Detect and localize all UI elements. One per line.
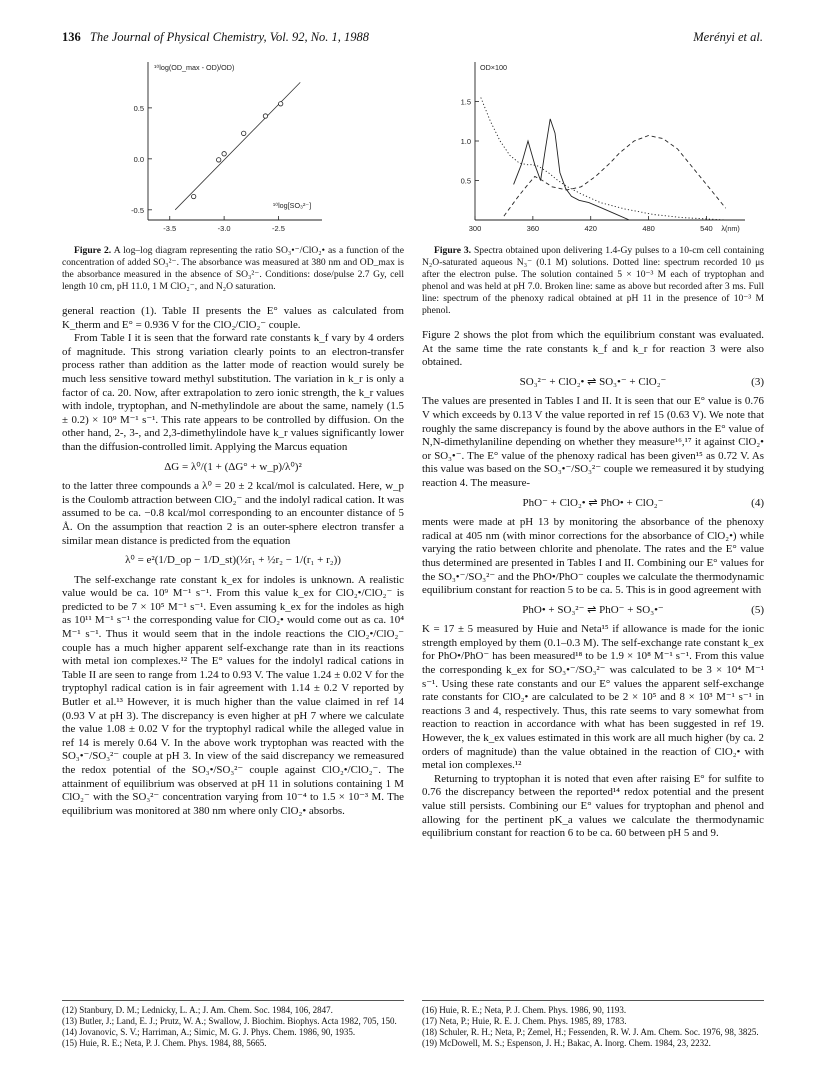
page-number: 136 — [62, 30, 81, 44]
equation-marcus: ΔG = λ⁰/(1 + (ΔG° + w_p)/λ⁰)² — [164, 460, 302, 473]
figure-3-plot — [445, 56, 765, 238]
x-tick-label: 540 — [700, 224, 713, 233]
equation-3: SO₃²⁻ + ClO₂• ⇌ SO₃•⁻ + ClO₂⁻ (3) — [519, 375, 764, 388]
x-axis-label: λ(nm) — [721, 224, 740, 233]
footnote: (12) Stanbury, D. M.; Lednicky, L. A.; J. Am. Chem. Soc. 1984, 106, 2847. — [62, 1005, 333, 1015]
x-tick-label: 360 — [526, 224, 540, 233]
footnotes-left — [62, 1005, 404, 1049]
x-tick-label: -2.5 — [272, 224, 285, 233]
y-tick-label: 1.5 — [460, 97, 471, 107]
figure-3 — [445, 56, 765, 238]
right-column — [422, 245, 764, 841]
series-dotted-line — [481, 98, 726, 221]
equation-lambda: λ⁰ = e²(1/D_op − 1/D_st)(½r₁ + ½r₂ − 1/(r₁ + r₂)) — [125, 554, 341, 567]
y-tick-label: 0.0 — [133, 154, 144, 164]
paragraph: ments were made at pH 13 by monitoring the absorbance of the phenoxy radical at 405 nm (with minor corrections for the absorbance of ClO₂•) while varying the ratio between chlorite and phenolate. The rates and the E° value thus determined are presented in Tables I and II. Combining our E° values for the SO₃•⁻/SO₃²⁻ and the PhO•/PhO⁻ couples we calculate the thermodynamic equilibrium constant for reaction 5 to be ca. 5. This is in good agreement with — [422, 516, 764, 597]
figure-3-caption: Figure 3. Spectra obtained upon delivering 1.4-Gy pulses to a 10-cm cell containing N₂O-saturated aqueous N₃⁻ (0.1 M) solutions. Dotted line: spectrum recorded 10 μs after the electron pulse. The solution contained 5 × 10⁻³ M each of tryptophan and phenol and was held at pH 7.0. Broken line: same as above but recorded after 3 ms. Full line: spectrum of the phenoxy radical obtained at pH 11 in the presence of 10⁻³ M phenol. — [422, 245, 764, 316]
figure-2-caption: Figure 2. A log–log diagram representing the ratio SO₃•⁻/ClO₂• as a function of the concentration of added SO₃²⁻. The absorbance was measured at 380 nm and OD_max is the absorbance measured in the absence of SO₃²⁻. Conditions: dose/pulse 2.7 Gy, cell length 10 cm, pH 11.0, 1 M ClO₂⁻, and N₂O saturation. — [62, 245, 404, 292]
y-tick-label: 0.5 — [133, 103, 144, 113]
y-tick-label: 0.5 — [460, 176, 471, 186]
equation-5: PhO• + SO₃²⁻ ⇌ PhO⁻ + SO₃•⁻ (5) — [522, 603, 764, 616]
paragraph: The values are presented in Tables I and II. It is seen that our E° value is 0.76 V which exceeds by 0.13 V the value reported in ref 15 (0.63 V). We note that roughly the same discrepancy is found by the above authors in the E° value of N,N-dimethylaniline depending on whether they measure¹⁶,¹⁷ it against ClO₂• or SO₃•⁻. The E° value of the phenoxy radical has been given¹⁵ as 0.72 V. As this value was based on the SO₃•⁻/SO₃²⁻ couple we remeasured it by studying reaction 4. The measure- — [422, 395, 764, 489]
paragraph: From Table I it is seen that the forward rate constants k_f vary by 4 orders of magnitude. This strong variation clearly points to an electron-transfer process rather than addition as the latter mode of reaction would surely be much less sensitive toward methyl substitution. The variation in k_r is only a factor of ca. 20. Now, after extrapolation to zero ionic strength, the k_r values with indole, tryptophan, and N-methylindole are about the same, namely (1.5 ± 0.2) × 10⁹ M⁻¹ s⁻¹. This rate appears to be controlled by diffusion. On the other hand, 2-, 3-, and 2,3-dimethylindole have k_r values significantly lower than the diffusion-controlled limit. Applying the Marcus equation — [62, 332, 404, 453]
footnote: (13) Butler, J.; Land, E. J.; Prutz, W. A.; Swallow, J. Biochim. Biophys. Acta 1982, 705, 150. — [62, 1016, 397, 1026]
y-axis-label: ¹⁰log(OD_max - OD)/OD) — [154, 63, 235, 72]
paragraph: to the latter three compounds a λ⁰ = 20 ± 2 kcal/mol is calculated. Here, w_p is the Coulomb attraction between ClO₂⁻ and the indolyl radical cation. It was assumed to be ca. −0.8 kcal/mol corresponding to an encounter distance of 5 Å. On the assumption that reaction 2 is an outer-sphere electron transfer a similar mean distance is predicted from the equation — [62, 480, 404, 547]
footnote: (15) Huie, R. E.; Neta, P. J. Chem. Phys. 1984, 88, 5665. — [62, 1038, 267, 1048]
figure-2 — [100, 56, 330, 238]
footnote-rule — [422, 1000, 764, 1001]
y-tick-label: -0.5 — [131, 205, 144, 215]
running-header — [62, 30, 369, 45]
footnote: (17) Neta, P.; Huie, R. E. J. Chem. Phys. 1985, 89, 1783. — [422, 1016, 627, 1026]
journal-citation: The Journal of Physical Chemistry, Vol. 92, No. 1, 1988 — [89, 30, 370, 44]
paragraph: Returning to tryptophan it is noted that even after raising E° for sulfite to 0.76 the discrepancy between the reported¹⁴ redox potential and the present value still persists. Combining our E° values for tryptophan and phenol and allowing for the pertinent pK_a values we calculate the thermodynamic equilibrium constant for reaction 6 to be ca. 60 between pH 5 and 9. — [422, 772, 764, 840]
data-point — [216, 158, 220, 162]
left-column — [62, 245, 404, 818]
author-header: Merényi et al. — [693, 30, 763, 44]
series-dashed-line — [504, 136, 726, 217]
x-tick-label: 300 — [468, 224, 482, 233]
x-tick-label: 420 — [584, 224, 597, 233]
data-point — [242, 131, 246, 135]
y-axis-label: OD×100 — [480, 63, 507, 72]
paragraph: Figure 2 shows the plot from which the equilibrium constant was evaluated. At the same time the rate constants k_f and k_r for reaction 3 were also obtained. — [422, 329, 764, 369]
data-point — [222, 152, 226, 156]
footnote: (18) Schuler, R. H.; Neta, P.; Zemel, H.; Fessenden, R. W. J. Am. Chem. Soc. 1976, 98, 3825. — [422, 1027, 759, 1037]
figure-2-plot — [100, 56, 330, 238]
footnote: (19) McDowell, M. S.; Espenson, J. H.; Bakac, A. Inorg. Chem. 1984, 23, 2232. — [422, 1038, 711, 1048]
x-tick-label: -3.0 — [217, 224, 231, 233]
data-point — [278, 102, 282, 106]
footnote-rule — [62, 1000, 404, 1001]
footnote: (14) Jovanovic, S. V.; Harriman, A.; Simic, M. G. J. Phys. Chem. 1986, 90, 1935. — [62, 1027, 356, 1037]
paragraph: The self-exchange rate constant k_ex for indoles is unknown. A realistic value would be ca. 10⁹ M⁻¹ s⁻¹. From this value k_ex for ClO₂•/ClO₂⁻ is predicted to be 7 × 10⁵ M⁻¹ s⁻¹. Even assuming k_ex for the indoles as high as 10¹¹ M⁻¹ s⁻¹ the corresponding value for ClO₂• would come out as ca. 10⁴ M⁻¹ s⁻¹. Thus it would seem that in the indole reactions the ClO₂•/ClO₂⁻ couple has a much higher apparent self-exchange rate than in its reactions with metal ion complexes.¹² The E° values for the indolyl radical cations in Table II are seen to range from 1.24 to 0.93 V. The value 1.24 ± 0.02 V for the tryptophyl radical cation is in fair agreement with 1.14 ± 0.2 V reported by Butler et al.¹³ However, it is much higher than the value claimed in ref 14 (0.93 V at pH 3). The discrepancy is even higher at pH 7 where we calculate the value 1.08 ± 0.02 V for the tryptophyl radical while the alleged value in ref 14 is merely 0.64 V. In the above work tryptophan was reacted with the SO₃•⁻/SO₃²⁻ couple at pH 3. In view of the said discrepancy we remeasured the redox potential of the SO₃•/SO₃²⁻ couple against ClO₂•/ClO₂⁻. The attainment of equilibrium was observed at pH 11 in solutions containing 1 M ClO₂⁻ with the SO₃²⁻ concentration varying from 10⁻⁴ to 1.5 × 10⁻³ M. The equilibrium was monitored at 380 nm where only ClO₂• absorbs. — [62, 573, 404, 817]
data-point — [191, 194, 195, 198]
y-tick-label: 1.0 — [460, 137, 471, 146]
x-tick-label: 480 — [642, 224, 655, 233]
paragraph: K = 17 ± 5 measured by Huie and Neta¹⁵ if allowance is made for the ionic strength employed by them (0.1–0.3 M). The self-exchange rate constant k_ex for PhO•/PhO⁻ has been measured¹⁸ to be 1.9 × 10⁸ M⁻¹ s⁻¹. From this value the corresponding k_ex for SO₃•⁻/SO₃²⁻ was calculated to be 3 × 10⁴ M⁻¹ s⁻¹. Using these rate constants and our E° values the apparent self-exchange rate constants for ClO₂• are calculated to be 2 × 10⁵ and 8 × 10³ M⁻¹ s⁻¹ in reactions 3 and 4, respectively. Thus, this rate seems to vary somewhat from reaction to reaction in accordance with what has been suggested in ref 19. However, the k_ex values estimated in this work are all much higher (by ca. 2 orders of magnitude) than the value obtained in the reaction of ClO₂• with metal ion complexes.¹² — [422, 623, 764, 772]
footnote: (16) Huie, R. E.; Neta, P. J. Chem. Phys. 1986, 90, 1193. — [422, 1005, 627, 1015]
x-axis-label: ¹⁰log[SO₃²⁻] — [272, 201, 312, 210]
footnotes-right — [422, 1005, 764, 1049]
series-solid-line — [514, 119, 630, 220]
x-tick-label: -3.5 — [163, 224, 177, 233]
paragraph: general reaction (1). Table II presents the E° values as calculated from K_therm and E° = 0.936 V for the ClO₂/ClO₂⁻ couple. — [62, 305, 404, 331]
equation-4: PhO⁻ + ClO₂• ⇌ PhO• + ClO₂⁻ (4) — [522, 496, 764, 509]
data-point — [263, 114, 267, 118]
